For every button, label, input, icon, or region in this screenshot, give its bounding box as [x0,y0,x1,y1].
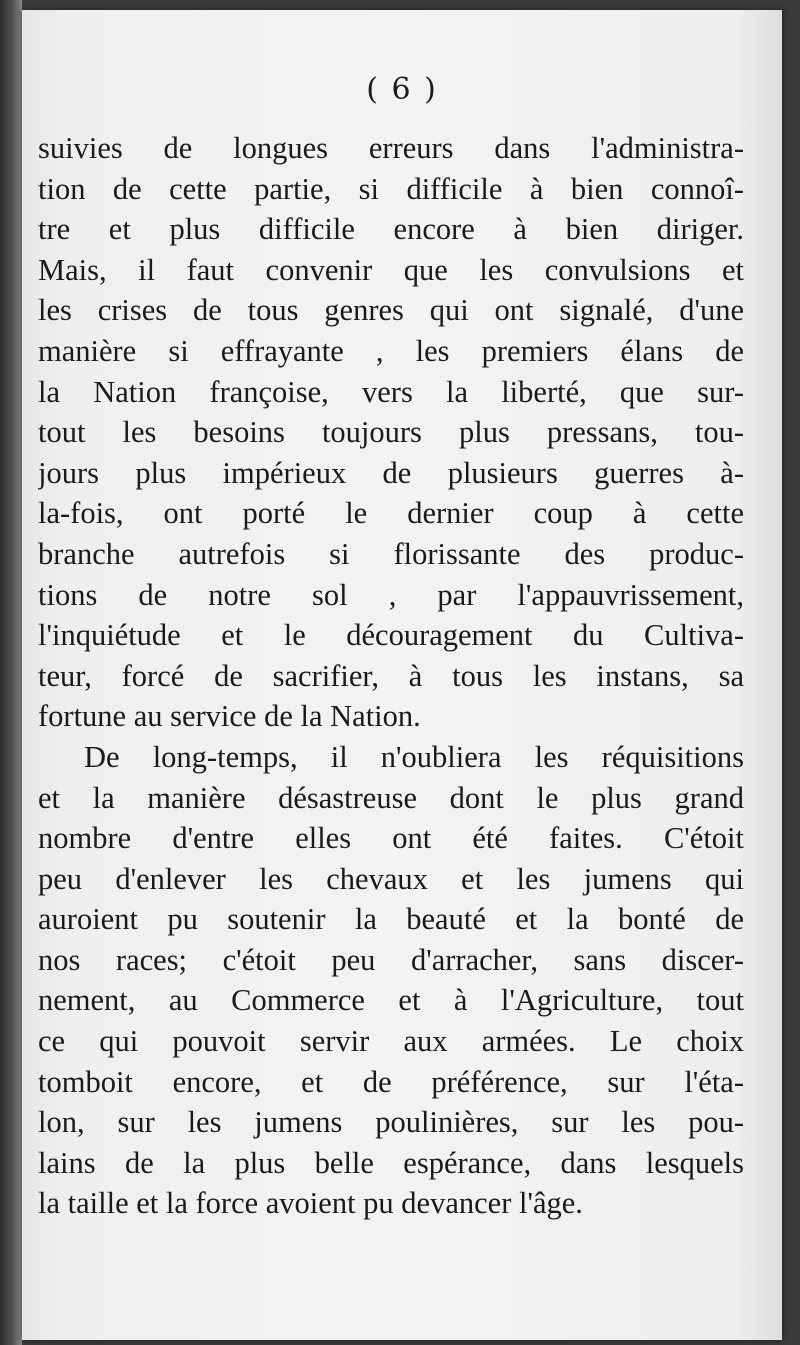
text-line: la taille et la force avoient pu devancer l'âge. [38,1186,583,1221]
text-line: De long-temps, il n'oubliera les réquisitions [84,739,744,774]
text-line: nement, au Commerce et à l'Agriculture, tout [38,983,744,1018]
text-line: nombre d'entre elles ont été faites. C'étoit [38,821,744,856]
text-line: les crises de tous genres qui ont signalé, d'une [38,293,744,328]
paragraph-2 [38,737,744,1224]
text-line: manière si effrayante , les premiers élans de [38,333,744,368]
text-line: teur, forcé de sacrifier, à tous les instans, sa [38,658,744,693]
text-line: auroient pu soutenir la beauté et la bonté de [38,902,744,937]
text-line: nos races; c'étoit peu d'arracher, sans discer- [38,942,744,977]
text-line: Mais, il faut convenir que les convulsions et [38,252,744,287]
page-number: ( 6 ) [366,72,438,107]
body-text [38,128,744,1224]
text-line: lains de la plus belle espérance, dans lesquels [38,1145,744,1180]
text-line: et la manière désastreuse dont le plus grand [38,780,744,815]
text-line: tre et plus difficile encore à bien diriger. [38,212,744,247]
book-page [22,10,782,1340]
text-line: peu d'enlever les chevaux et les jumens qui [38,861,744,896]
text-line: fortune au service de la Nation. [38,699,421,734]
paragraph-1 [38,128,744,737]
text-line: branche autrefois si florissante des produc- [38,536,744,571]
text-line: tomboit encore, et de préférence, sur l'éta- [38,1064,744,1099]
text-line: jours plus impérieux de plusieurs guerres à- [38,455,744,490]
text-line: suivies de longues erreurs dans l'administra- [38,131,744,165]
text-line: tion de cette partie, si difficile à bien connoî- [38,171,744,206]
text-line: la-fois, ont porté le dernier coup à cette [38,496,744,531]
text-line: tions de notre sol , par l'appauvrissement, [38,577,744,612]
text-line: lon, sur les jumens poulinières, sur les pou- [38,1105,744,1140]
text-line: l'inquiétude et le découragement du Cultiva- [38,618,744,653]
book-gutter-shadow [0,0,22,1345]
text-line: la Nation françoise, vers la liberté, que sur- [38,374,744,409]
text-line: ce qui pouvoit servir aux armées. Le choix [38,1024,744,1059]
text-line: tout les besoins toujours plus pressans, tou- [38,415,744,450]
